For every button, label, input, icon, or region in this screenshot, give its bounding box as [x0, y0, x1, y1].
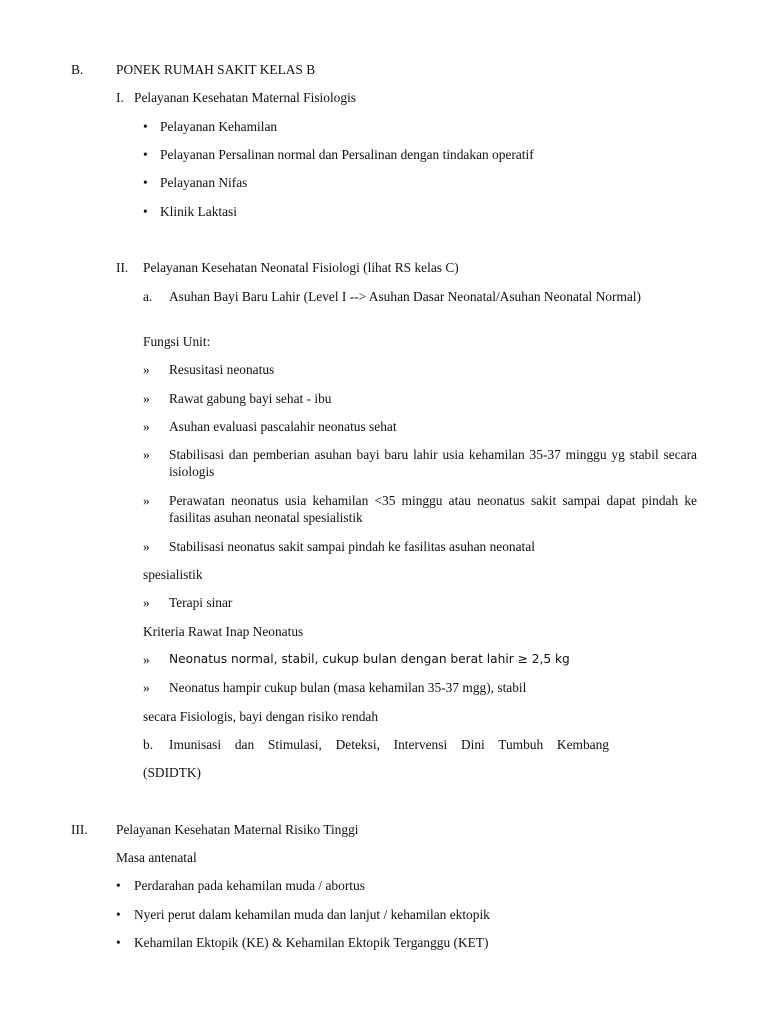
section-i-title: Pelayanan Kesehatan Maternal Fisiologis	[134, 90, 357, 105]
fungsi-item: Stabilisasi dan pemberian asuhan bayi baru lahir usia kehamilan 35-37 minggu yg stabil secara isiologis	[169, 447, 697, 479]
arrow-bullet-icon: »	[143, 391, 150, 406]
list-item: Pelayanan Persalinan normal dan Persalinan dengan tindakan operatif	[160, 147, 534, 162]
section-ii-title: Pelayanan Kesehatan Neonatal Fisiologi (lihat RS kelas C)	[143, 260, 459, 275]
arrow-bullet-icon: »	[143, 493, 150, 508]
arrow-bullet-icon: »	[143, 595, 150, 610]
bullet-icon: •	[143, 204, 148, 219]
kriteria-label: Kriteria Rawat Inap Neonatus	[143, 624, 304, 639]
item-b-text: Imunisasi dan Stimulasi, Deteksi, Intervensi Dini Tumbuh Kembang	[169, 737, 609, 752]
section-ii-marker: II.	[116, 260, 129, 275]
bullet-icon: •	[116, 907, 121, 922]
fungsi-unit-label: Fungsi Unit:	[143, 334, 211, 349]
arrow-bullet-icon: »	[143, 680, 150, 695]
list-item: Pelayanan Nifas	[160, 175, 248, 190]
continuation-text: secara Fisiologis, bayi dengan risiko rendah	[143, 709, 379, 724]
fungsi-item: Terapi sinar	[169, 595, 233, 610]
item-a-marker: a.	[143, 289, 153, 304]
bullet-icon: •	[143, 119, 148, 134]
fungsi-item: Asuhan evaluasi pascalahir neonatus sehat	[169, 419, 397, 434]
section-iii-marker: III.	[71, 822, 88, 837]
subheading: Masa antenatal	[116, 850, 197, 865]
arrow-bullet-icon: »	[143, 539, 150, 554]
section-b-title: PONEK RUMAH SAKIT KELAS B	[116, 62, 316, 77]
section-i-marker: I.	[116, 90, 124, 105]
kriteria-item: Neonatus hampir cukup bulan (masa kehamilan 35-37 mgg), stabil	[169, 680, 527, 695]
list-item: Nyeri perut dalam kehamilan muda dan lanjut / kehamilan ektopik	[134, 907, 490, 922]
continuation-text: spesialistik	[143, 567, 203, 582]
fungsi-item: Perawatan neonatus usia kehamilan <35 minggu atau neonatus sakit sampai dapat pindah ke fasilitas asuhan neonatal spesialistik	[169, 493, 697, 525]
fungsi-item: Resusitasi neonatus	[169, 362, 275, 377]
fungsi-item: Stabilisasi neonatus sakit sampai pindah ke fasilitas asuhan neonatal	[169, 539, 535, 554]
arrow-bullet-icon: »	[143, 652, 150, 667]
list-item: Perdarahan pada kehamilan muda / abortus	[134, 878, 365, 893]
kriteria-item: Neonatus normal, stabil, cukup bulan dengan berat lahir ≥ 2,5 kg	[169, 652, 570, 666]
arrow-bullet-icon: »	[143, 362, 150, 377]
bullet-icon: •	[143, 175, 148, 190]
item-a-text: Asuhan Bayi Baru Lahir (Level I --> Asuhan Dasar Neonatal/Asuhan Neonatal Normal)	[169, 289, 641, 304]
section-b-marker: B.	[71, 62, 84, 77]
list-item: Klinik Laktasi	[160, 204, 237, 219]
bullet-icon: •	[143, 147, 148, 162]
bullet-icon: •	[116, 935, 121, 950]
item-b-marker: b.	[143, 737, 154, 752]
bullet-icon: •	[116, 878, 121, 893]
list-item: Pelayanan Kehamilan	[160, 119, 278, 134]
section-iii-title: Pelayanan Kesehatan Maternal Risiko Tinggi	[116, 822, 359, 837]
list-item: Kehamilan Ektopik (KE) & Kehamilan Ektopik Terganggu (KET)	[134, 935, 489, 950]
arrow-bullet-icon: »	[143, 447, 150, 462]
continuation-text: (SDIDTK)	[143, 765, 202, 780]
fungsi-item: Rawat gabung bayi sehat - ibu	[169, 391, 332, 406]
arrow-bullet-icon: »	[143, 419, 150, 434]
